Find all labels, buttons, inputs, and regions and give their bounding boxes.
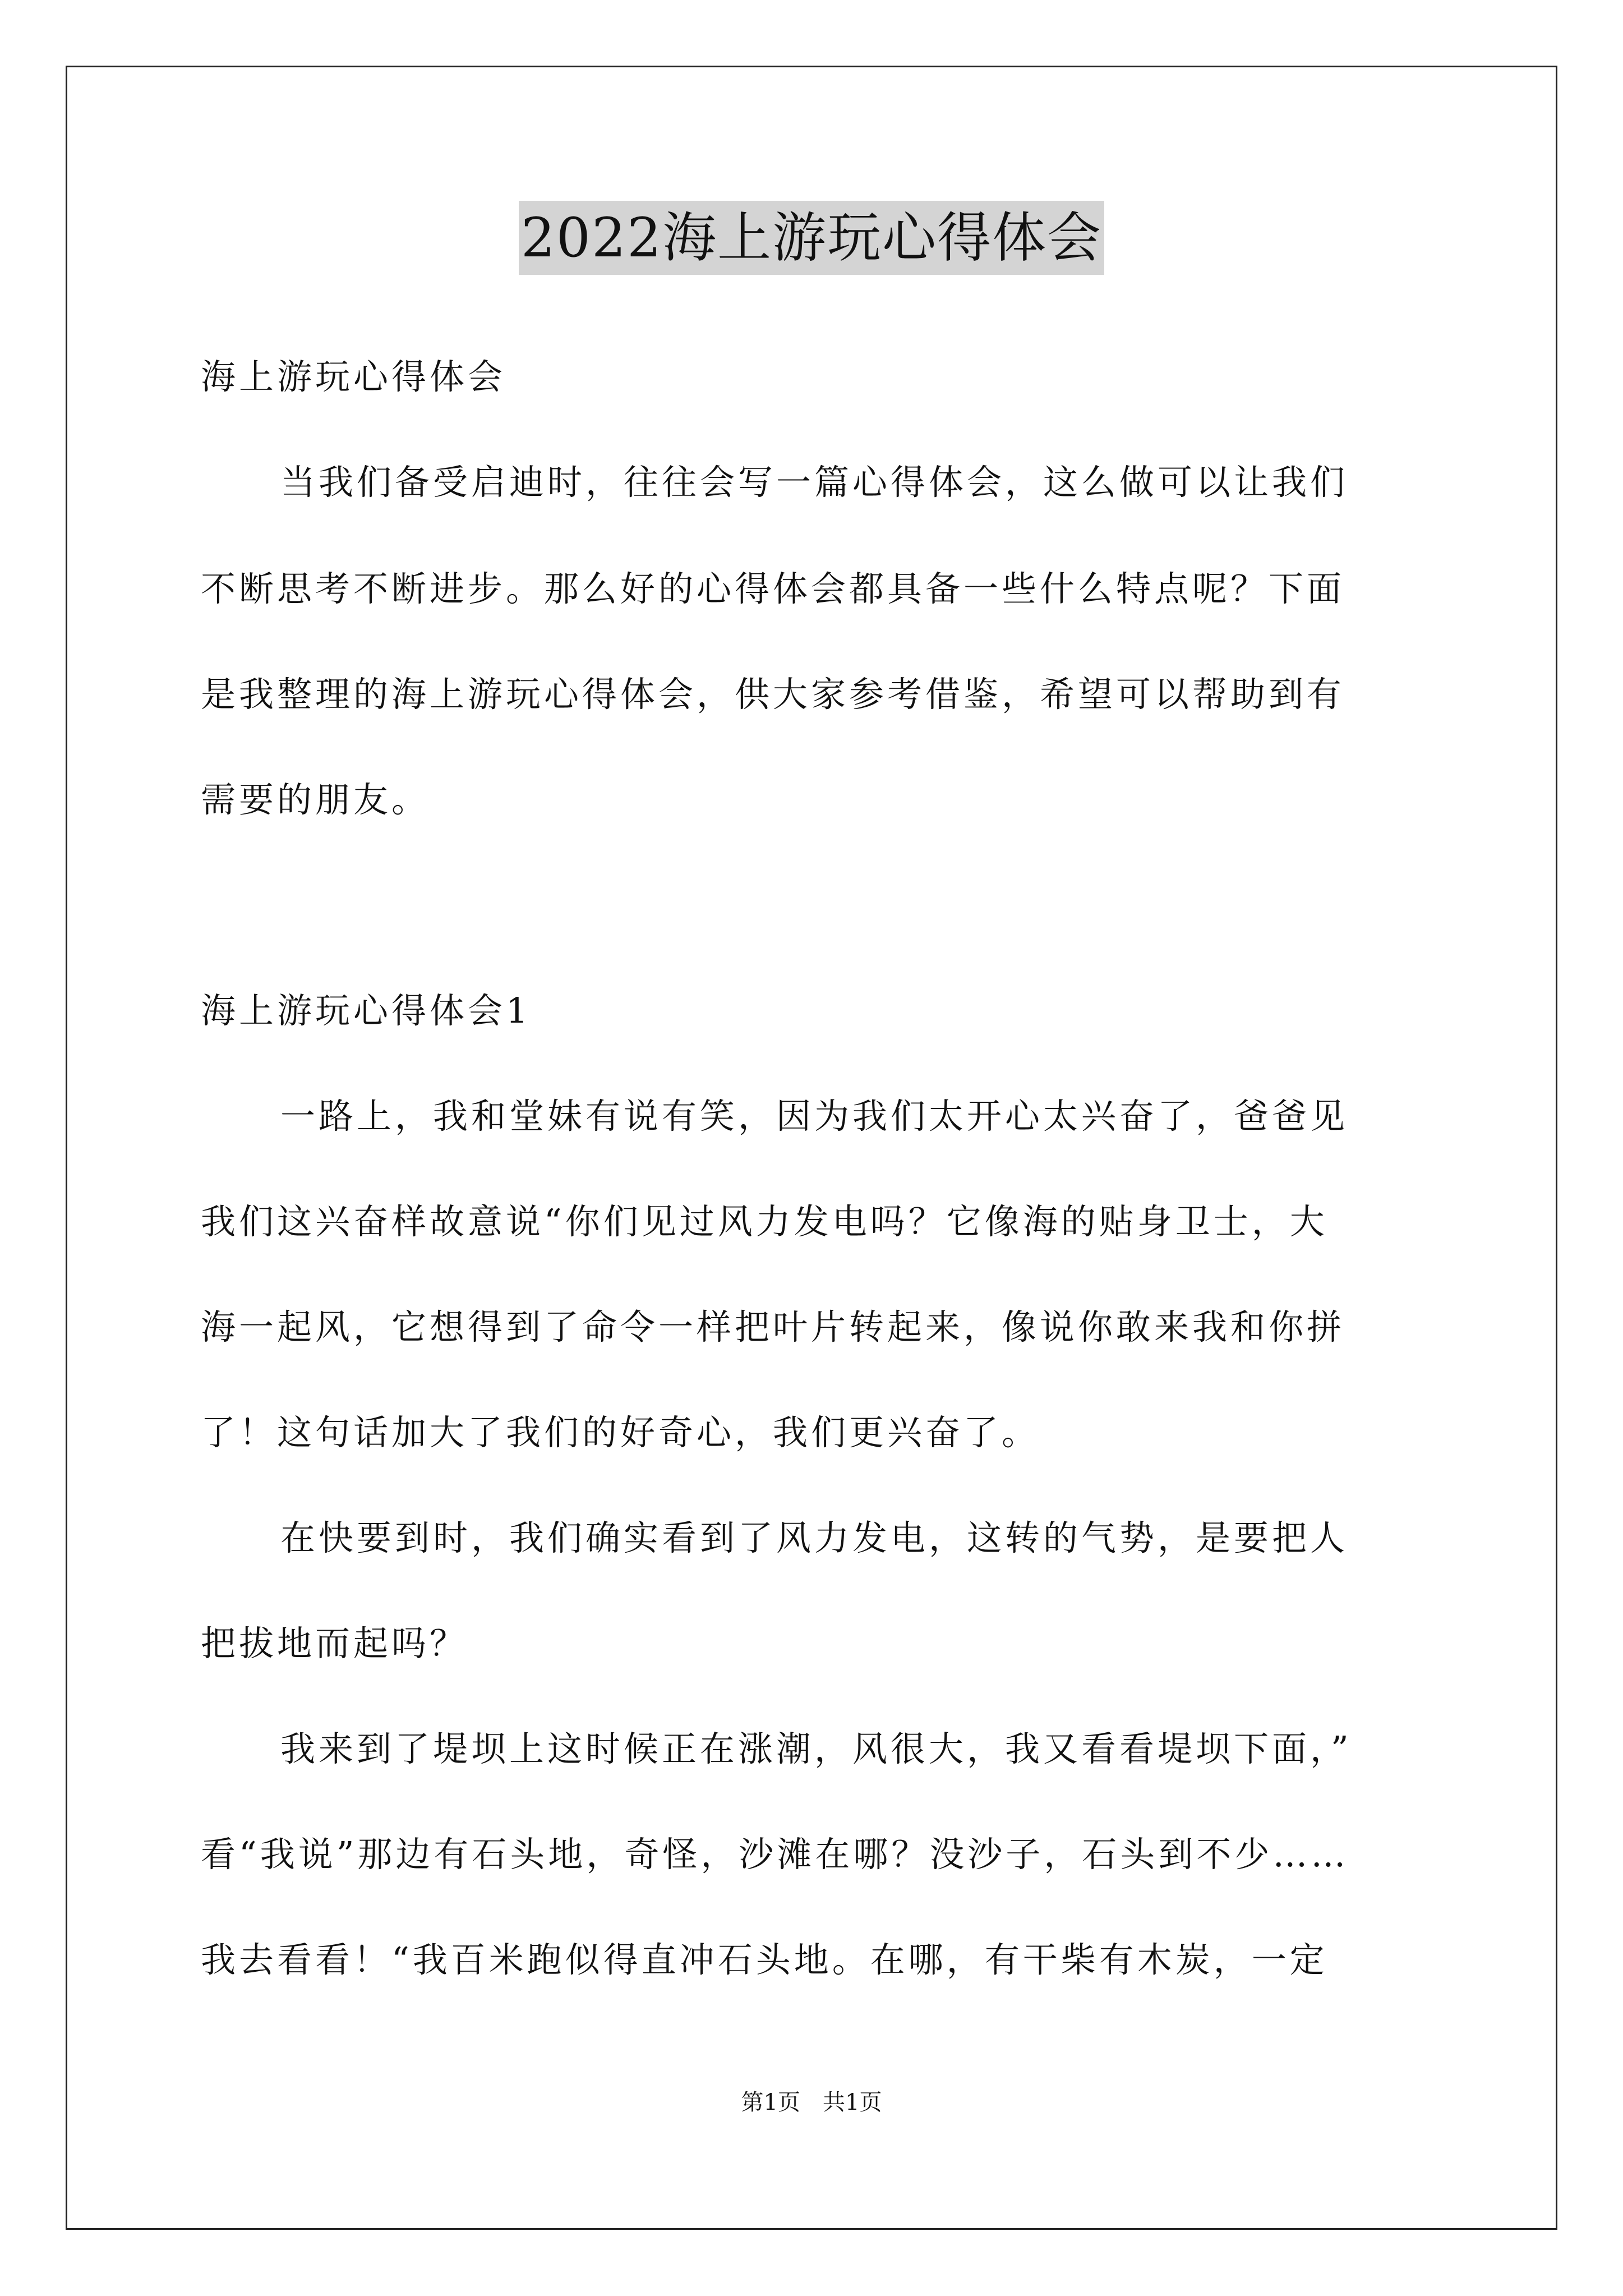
- body-line: 一路上，我和堂妹有说有笑，因为我们太开心太兴奋了，爸爸见: [280, 1096, 1349, 1137]
- subtitle: 海上游玩心得体会: [201, 356, 506, 397]
- page-footer: [0, 2087, 1623, 2118]
- section-heading: 海上游玩心得体会1: [201, 990, 532, 1031]
- body-line: 我来到了堤坝上这时候正在涨潮，风很大，我又看看堤坝下面，”: [280, 1728, 1352, 1769]
- intro-line: 当我们备受启迪时，往往会写一篇心得体会，这么做可以让我们: [280, 462, 1349, 503]
- title-container: [0, 201, 1623, 275]
- body-line: 了！这句话加大了我们的好奇心，我们更兴奋了。: [201, 1412, 1040, 1453]
- body-line: 把拔地而起吗？: [201, 1623, 468, 1664]
- intro-line: 是我整理的海上游玩心得体会，供大家参考借鉴，希望可以帮助到有: [201, 674, 1345, 715]
- page-total: 共1页: [823, 2090, 882, 2115]
- body-line: 海一起风，它想得到了命令一样把叶片转起来，像说你敢来我和你拼: [201, 1306, 1345, 1347]
- intro-line: 需要的朋友。: [201, 779, 430, 820]
- body-line: 我们这兴奋样故意说“你们见过风力发电吗？它像海的贴身卫士，大: [201, 1201, 1328, 1242]
- page-number: 第1页: [741, 2090, 800, 2115]
- body-line: 我去看看！“我百米跑似得直冲石头地。在哪，有干柴有木炭，一定: [201, 1939, 1328, 1980]
- body-line: 看“我说”那边有石头地，奇怪，沙滩在哪？没沙子，石头到不少……: [201, 1834, 1349, 1875]
- intro-line: 不断思考不断进步。那么好的心得体会都具备一些什么特点呢？下面: [201, 568, 1345, 609]
- document-title: 2022海上游玩心得体会: [519, 201, 1104, 275]
- body-line: 在快要到时，我们确实看到了风力发电，这转的气势，是要把人: [280, 1517, 1349, 1558]
